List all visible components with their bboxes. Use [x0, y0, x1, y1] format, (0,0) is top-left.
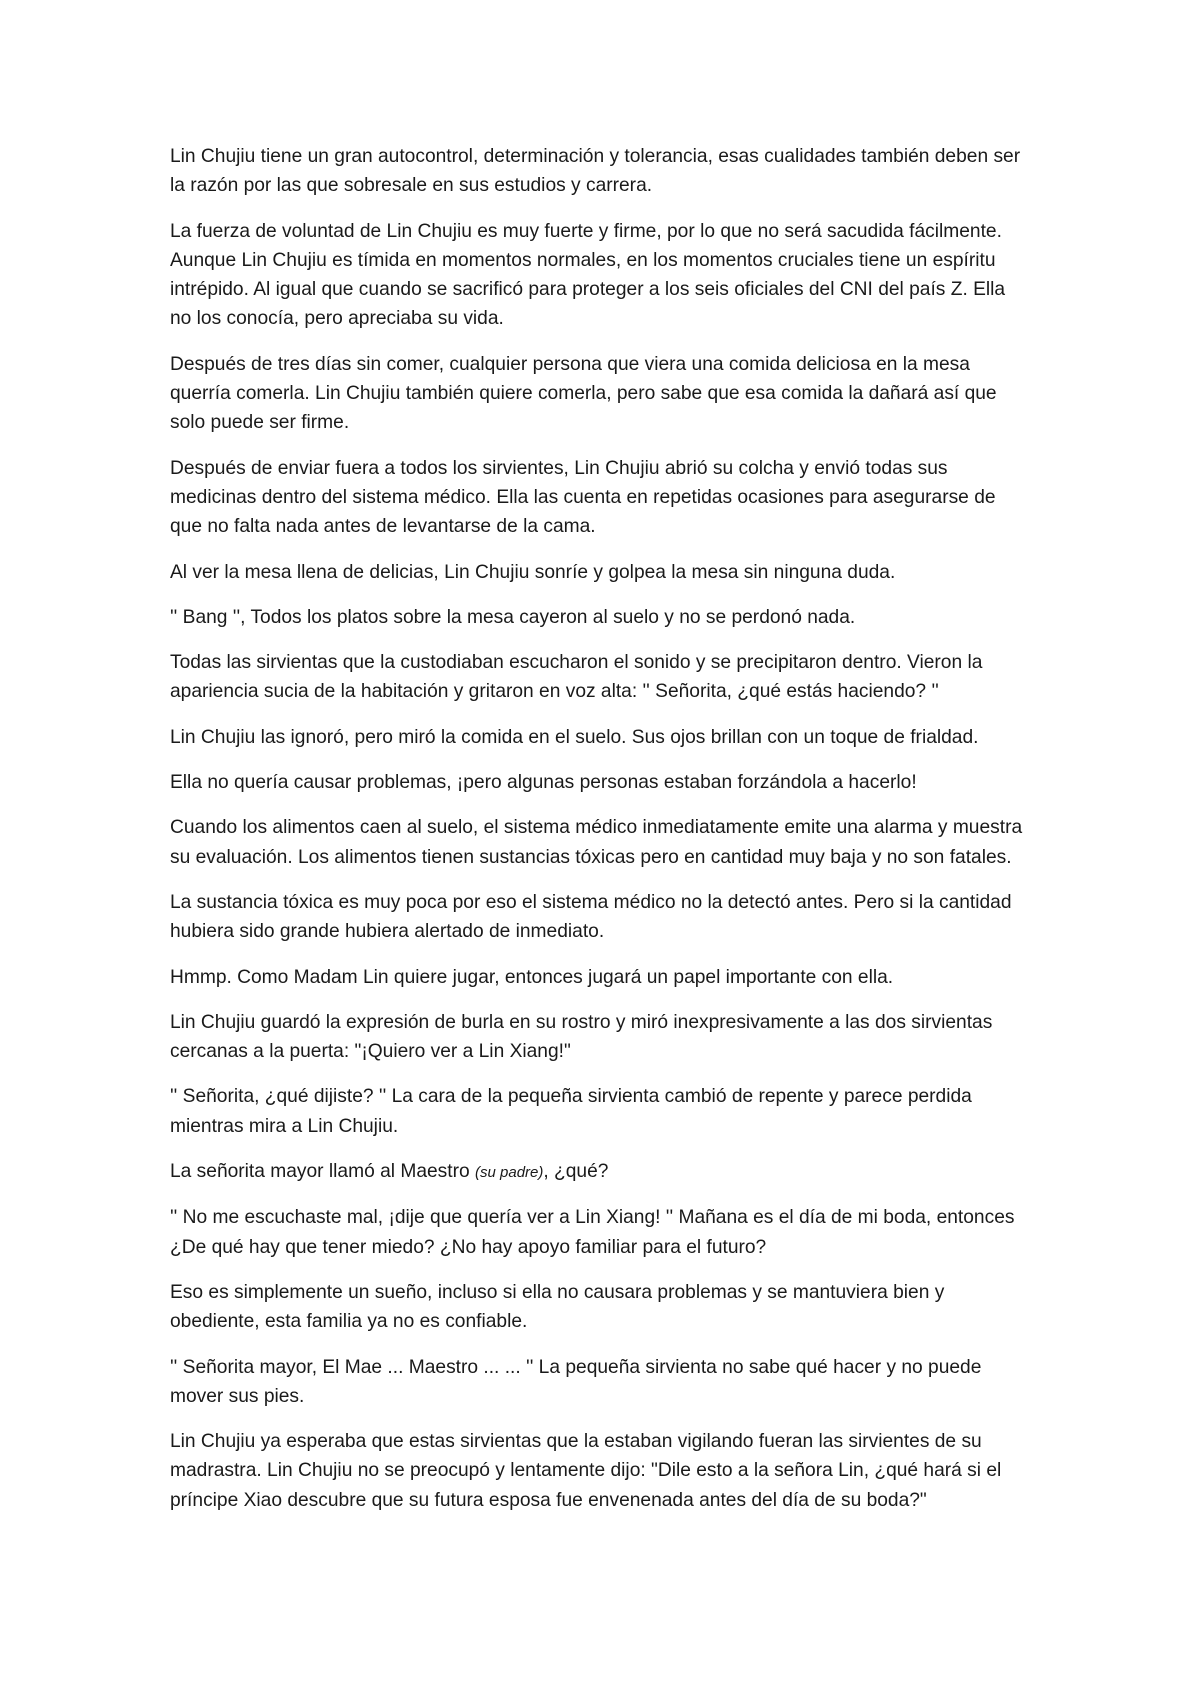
paragraph: '' No me escuchaste mal, ¡dije que quería ver a Lin Xiang! '' Mañana es el día de mi boda, entonces ¿De qué hay que tener miedo? ¿No hay apoyo familiar para el futuro?	[170, 1207, 1015, 1258]
father-text-after: , ¿qué?	[543, 1161, 609, 1183]
paragraph: Todas las sirvientas que la custodiaban escucharon el sonido y se precipitaron dentro. Vieron la apariencia sucia de la habitación y gritaron en voz alta: '' Señorita, ¿qué estás haciendo? ''	[170, 652, 983, 703]
document-page	[170, 142, 1030, 1531]
paragraph: '' Señorita mayor, El Mae ... Maestro ... ... '' La pequeña sirvienta no sabe qué hacer y no puede mover sus pies.	[170, 1356, 982, 1407]
paragraph: La sustancia tóxica es muy poca por eso el sistema médico no la detectó antes. Pero si la cantidad hubiera sido grande hubiera alertado de inmediato.	[170, 891, 1012, 943]
paragraph: Lin Chujiu guardó la expresión de burla en su rostro y miró inexpresivamente a las dos sirvientas cercanas a la puerta: "¡Quiero ver a Lin Xiang!"	[170, 1011, 993, 1063]
father-text-before: La señorita mayor llamó al Maestro	[170, 1161, 475, 1183]
paragraph: Al ver la mesa llena de delicias, Lin Chujiu sonríe y golpea la mesa sin ninguna duda.	[170, 561, 896, 583]
paragraph: Después de tres días sin comer, cualquier persona que viera una comida deliciosa en la mesa querría comerla. Lin Chujiu también quiere comerla, pero sabe que esa comida la dañará así que solo puede ser firme.	[170, 353, 997, 434]
paragraph: '' Bang '', Todos los platos sobre la mesa cayeron al suelo y no se perdonó nada.	[170, 606, 856, 628]
paragraph: Después de enviar fuera a todos los sirvientes, Lin Chujiu abrió su colcha y envió todas sus medicinas dentro del sistema médico. Ella las cuenta en repetidas ocasiones para asegurarse de que no falta nada antes de levantarse de la cama.	[170, 457, 996, 538]
paragraph-father	[170, 1157, 1030, 1187]
paragraph: Lin Chujiu las ignoró, pero miró la comida en el suelo. Sus ojos brillan con un toque de frialdad.	[170, 726, 979, 748]
paragraph: La fuerza de voluntad de Lin Chujiu es muy fuerte y firme, por lo que no será sacudida fácilmente. Aunque Lin Chujiu es tímida en momentos normales, en los momentos cruciales tiene un espíritu intrépido. Al igual que cuando se sacrificó para proteger a los seis oficiales del CNI del país Z. Ella no los conocía, pero apreciaba su vida.	[170, 220, 1006, 330]
paragraph: '' Señorita, ¿qué dijiste? '' La cara de la pequeña sirvienta cambió de repente y parece perdida mientras mira a Lin Chujiu.	[170, 1086, 972, 1137]
paragraph: Lin Chujiu tiene un gran autocontrol, determinación y tolerancia, esas cualidades también deben ser la razón por las que sobresale en sus estudios y carrera.	[170, 146, 1021, 197]
paragraph: Ella no quería causar problemas, ¡pero algunas personas estaban forzándola a hacerlo!	[170, 772, 917, 794]
paragraph: Cuando los alimentos caen al suelo, el sistema médico inmediatamente emite una alarma y muestra su evaluación. Los alimentos tienen sustancias tóxicas pero en cantidad muy baja y no son fatales.	[170, 817, 1023, 868]
paragraph: Hmmp. Como Madam Lin quiere jugar, entonces jugará un papel importante con ella.	[170, 966, 894, 988]
paragraph: Lin Chujiu ya esperaba que estas sirvientas que la estaban vigilando fueran las sirvientes de su madrastra. Lin Chujiu no se preocupó y lentamente dijo: "Dile esto a la señora Lin, ¿qué hará si el príncipe Xiao descubre que su futura esposa fue envenenada antes del día de su boda?"	[170, 1431, 1002, 1511]
father-aside: (su padre)	[475, 1164, 544, 1182]
paragraph: Eso es simplemente un sueño, incluso si ella no causara problemas y se mantuviera bien y obediente, esta familia ya no es confiable.	[170, 1281, 945, 1333]
